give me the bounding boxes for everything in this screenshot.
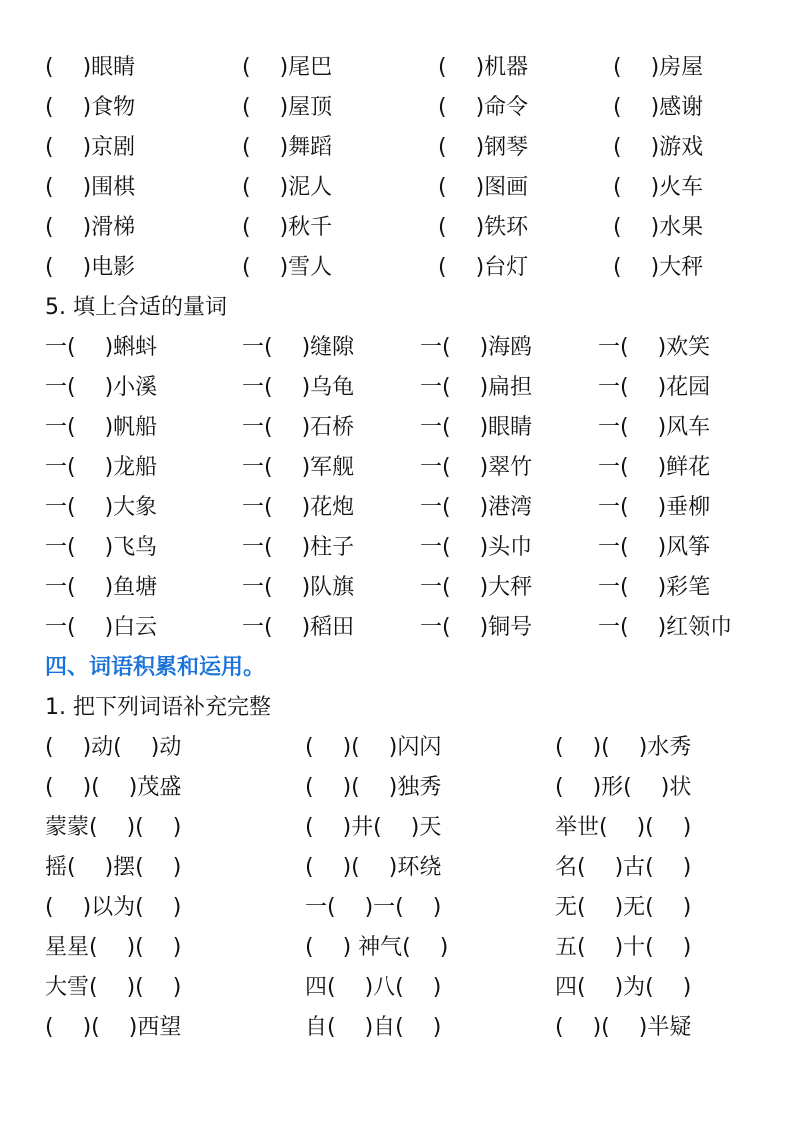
blank-item: ( )感谢: [613, 95, 704, 120]
blank-item: 举世( )( ): [555, 815, 692, 840]
blank-item: 一( )眼睛: [420, 415, 533, 440]
blank-item: 一( )帆船: [45, 415, 158, 440]
blank-item: ( )火车: [613, 175, 704, 200]
measure-words-row: [0, 608, 793, 648]
blank-item: 一( )龙船: [45, 455, 158, 480]
blank-item: ( )( )西望: [45, 1015, 182, 1040]
blank-item: 一( )石桥: [242, 415, 355, 440]
blank-item: 自( )自( ): [305, 1015, 442, 1040]
blank-item: ( )动( )动: [45, 735, 182, 760]
blank-item: ( )秋千: [242, 215, 333, 240]
blank-item: 一( )扁担: [420, 375, 533, 400]
fill-words-row: [0, 248, 793, 288]
blank-item: ( )钢琴: [438, 135, 529, 160]
blank-item: ( )水果: [613, 215, 704, 240]
blank-item: 蒙蒙( )( ): [45, 815, 182, 840]
blank-item: ( )房屋: [613, 55, 704, 80]
fill-words-row: [0, 88, 793, 128]
blank-item: ( )食物: [45, 95, 136, 120]
blank-item: 一( )军舰: [242, 455, 355, 480]
blank-item: ( )滑梯: [45, 215, 136, 240]
blank-item: 一( )风车: [598, 415, 711, 440]
blank-item: 一( )稻田: [242, 615, 355, 640]
blank-item: ( )尾巴: [242, 55, 333, 80]
blank-item: 一( )头巾: [420, 535, 533, 560]
blank-item: ( )以为( ): [45, 895, 182, 920]
blank-item: ( )( )茂盛: [45, 775, 182, 800]
blank-item: ( )机器: [438, 55, 529, 80]
section4-q1-heading: 1. 把下列词语补充完整: [45, 695, 271, 720]
blank-item: 星星( )( ): [45, 935, 182, 960]
blank-item: 无( )无( ): [555, 895, 692, 920]
blank-item: ( )图画: [438, 175, 529, 200]
measure-words-row: [0, 568, 793, 608]
blank-item: 一( )缝隙: [242, 335, 355, 360]
idiom-row: [0, 968, 793, 1008]
blank-item: 一( )欢笑: [598, 335, 711, 360]
fill-words-row: [0, 48, 793, 88]
blank-item: 五( )十( ): [555, 935, 692, 960]
blank-item: ( )铁环: [438, 215, 529, 240]
blank-item: 大雪( )( ): [45, 975, 182, 1000]
measure-words-row: [0, 408, 793, 448]
blank-item: 一( )彩笔: [598, 575, 711, 600]
idiom-row: [0, 728, 793, 768]
measure-words-row: [0, 368, 793, 408]
fill-words-row: [0, 208, 793, 248]
blank-item: 一( )队旗: [242, 575, 355, 600]
blank-item: 摇( )摆( ): [45, 855, 182, 880]
blank-item: ( )大秤: [613, 255, 704, 280]
blank-item: ( )( )闪闪: [305, 735, 442, 760]
idiom-row: [0, 888, 793, 928]
fill-words-row: [0, 128, 793, 168]
blank-item: ( )( )水秀: [555, 735, 692, 760]
idiom-row: [0, 808, 793, 848]
blank-item: 一( )蝌蚪: [45, 335, 158, 360]
blank-item: ( )眼睛: [45, 55, 136, 80]
idiom-row: [0, 1008, 793, 1048]
blank-item: 一( )花炮: [242, 495, 355, 520]
blank-item: 一( )花园: [598, 375, 711, 400]
blank-item: ( )台灯: [438, 255, 529, 280]
blank-item: ( )游戏: [613, 135, 704, 160]
blank-item: 四( )八( ): [305, 975, 442, 1000]
blank-item: ( )泥人: [242, 175, 333, 200]
blank-item: 一( )柱子: [242, 535, 355, 560]
measure-words-row: [0, 328, 793, 368]
blank-item: ( )舞蹈: [242, 135, 333, 160]
blank-item: 四( )为( ): [555, 975, 692, 1000]
blank-item: ( ) 神气( ): [305, 935, 449, 960]
blank-item: 名( )古( ): [555, 855, 692, 880]
blank-item: ( )( )独秀: [305, 775, 442, 800]
idiom-row: [0, 768, 793, 808]
blank-item: ( )雪人: [242, 255, 333, 280]
blank-item: 一( )白云: [45, 615, 158, 640]
idiom-row: [0, 848, 793, 888]
fill-words-row: [0, 168, 793, 208]
blank-item: 一( )红领巾: [598, 615, 733, 640]
blank-item: 一( )港湾: [420, 495, 533, 520]
idiom-row: [0, 928, 793, 968]
blank-item: 一( )铜号: [420, 615, 533, 640]
blank-item: ( )围棋: [45, 175, 136, 200]
measure-words-row: [0, 528, 793, 568]
blank-item: 一( )鲜花: [598, 455, 711, 480]
blank-item: 一( )乌龟: [242, 375, 355, 400]
blank-item: ( )( )半疑: [555, 1015, 692, 1040]
blank-item: ( )井( )天: [305, 815, 442, 840]
q5-heading: 5. 填上合适的量词: [45, 295, 227, 320]
blank-item: ( )京剧: [45, 135, 136, 160]
blank-item: 一( )鱼塘: [45, 575, 158, 600]
blank-item: 一( )一( ): [305, 895, 442, 920]
section4-title: 四、词语积累和运用。: [45, 655, 266, 680]
blank-item: 一( )大象: [45, 495, 158, 520]
blank-item: ( )屋顶: [242, 95, 333, 120]
blank-item: ( )形( )状: [555, 775, 692, 800]
blank-item: 一( )海鸥: [420, 335, 533, 360]
blank-item: 一( )垂柳: [598, 495, 711, 520]
measure-words-row: [0, 488, 793, 528]
blank-item: ( )电影: [45, 255, 136, 280]
blank-item: 一( )大秤: [420, 575, 533, 600]
blank-item: 一( )飞鸟: [45, 535, 158, 560]
blank-item: ( )( )环绕: [305, 855, 442, 880]
blank-item: ( )命令: [438, 95, 529, 120]
measure-words-row: [0, 448, 793, 488]
blank-item: 一( )翠竹: [420, 455, 533, 480]
blank-item: 一( )小溪: [45, 375, 158, 400]
blank-item: 一( )风筝: [598, 535, 711, 560]
